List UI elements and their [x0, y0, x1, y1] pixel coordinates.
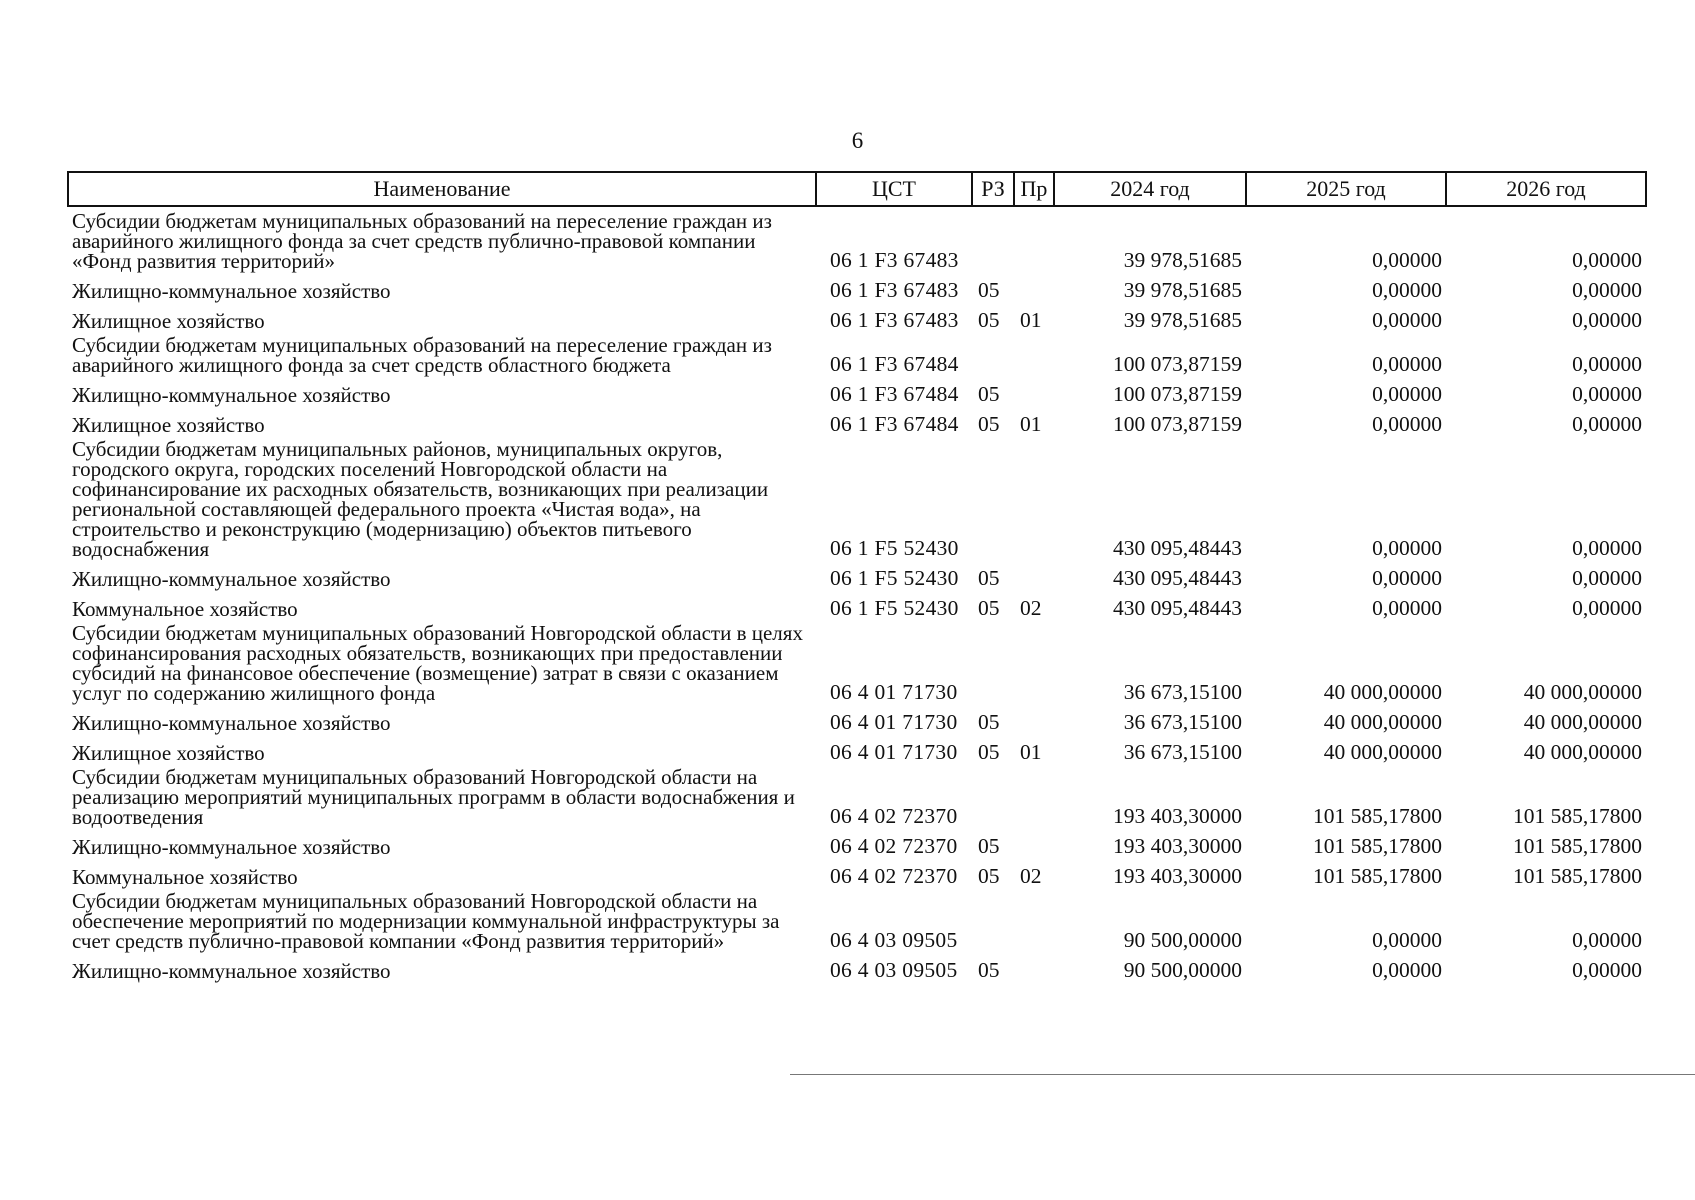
table-row [68, 559, 1646, 589]
cell-2024: 39 978,51685 [1123, 248, 1242, 272]
cell-pr [1014, 375, 1054, 405]
cell-name: Субсидии бюджетам муниципальных образований на переселение граждан из аварийного жилищного фонда за счет средств публично-правовой компании «Фонд развития территорий» [72, 209, 772, 273]
cell-rz: 05 [978, 412, 1000, 436]
cell-2026: 0,00000 [1572, 928, 1642, 952]
cell-2025: 0,00000 [1372, 928, 1442, 952]
table-header [68, 172, 1646, 206]
cell-cst: 06 1 F5 52430 [830, 596, 959, 620]
cell-cst: 06 4 02 72370 [830, 864, 958, 888]
cell-2025: 40 000,00000 [1323, 680, 1442, 704]
header-cst: ЦСТ [816, 172, 972, 206]
cell-2026: 40 000,00000 [1523, 710, 1642, 734]
cell-pr [1014, 763, 1054, 827]
cell-2026: 0,00000 [1572, 566, 1642, 590]
table-body [68, 206, 1646, 981]
cell-cst: 06 1 F3 67483 [830, 248, 959, 272]
cell-rz: 05 [978, 958, 1000, 982]
cell-name: Коммунальное хозяйство [72, 597, 298, 621]
cell-cst: 06 1 F3 67484 [830, 412, 959, 436]
cell-cst: 06 4 02 72370 [830, 834, 958, 858]
cell-2026: 0,00000 [1572, 958, 1642, 982]
cell-pr: 02 [1020, 596, 1042, 620]
cell-pr: 01 [1020, 308, 1042, 332]
page-number: 6 [851, 128, 864, 153]
cell-2025: 40 000,00000 [1323, 710, 1442, 734]
cell-rz [972, 619, 1014, 703]
cell-2026: 0,00000 [1572, 278, 1642, 302]
cell-name: Субсидии бюджетам муниципальных образований Новгородской области в целях софинансирования расходных обязательств, возникающих при предоставлении субсидий на финансовое обеспечение (возмещение) затрат в связи с оказанием услуг по содержанию жилищного фонда [72, 621, 803, 705]
header-pr: Пр [1014, 172, 1054, 206]
header-row [68, 172, 1646, 206]
cell-2025: 0,00000 [1372, 248, 1442, 272]
cell-2026: 0,00000 [1572, 308, 1642, 332]
cell-2025: 0,00000 [1372, 958, 1442, 982]
cell-name: Жилищно-коммунальное хозяйство [72, 959, 391, 983]
cell-2026: 101 585,17800 [1513, 864, 1642, 888]
cell-rz: 05 [978, 382, 1000, 406]
cell-2025: 0,00000 [1372, 536, 1442, 560]
cell-name: Жилищно-коммунальное хозяйство [72, 279, 391, 303]
cell-pr [1014, 206, 1054, 271]
cell-2024: 430 095,48443 [1113, 596, 1242, 620]
cell-cst: 06 4 03 09505 [830, 958, 958, 982]
cell-name: Жилищное хозяйство [72, 413, 265, 437]
cell-pr [1014, 951, 1054, 981]
cell-cst: 06 1 F5 52430 [830, 566, 959, 590]
cell-2026: 0,00000 [1572, 536, 1642, 560]
cell-2024: 100 073,87159 [1113, 412, 1242, 436]
cell-rz [972, 887, 1014, 951]
cell-cst: 06 1 F3 67484 [830, 352, 959, 376]
table-row [68, 951, 1646, 981]
cell-rz [972, 763, 1014, 827]
table-row [68, 589, 1646, 619]
cell-2024: 39 978,51685 [1123, 308, 1242, 332]
table-row [68, 271, 1646, 301]
cell-2025: 0,00000 [1372, 278, 1442, 302]
cell-pr: 02 [1020, 864, 1042, 888]
table-row [68, 331, 1646, 375]
cell-pr [1014, 827, 1054, 857]
cell-rz: 05 [978, 740, 1000, 764]
cell-2025: 0,00000 [1372, 352, 1442, 376]
cell-name: Субсидии бюджетам муниципальных образований Новгородской области на реализацию мероприятий муниципальных программ в области водоснабжения и водоотведения [72, 765, 795, 829]
table-row [68, 619, 1646, 703]
cell-2024: 36 673,15100 [1123, 710, 1242, 734]
budget-table [67, 171, 1647, 981]
table-row [68, 206, 1646, 271]
cell-pr [1014, 271, 1054, 301]
cell-cst: 06 4 01 71730 [830, 710, 958, 734]
cell-2026: 0,00000 [1572, 596, 1642, 620]
cell-2024: 100 073,87159 [1113, 352, 1242, 376]
cell-name: Жилищно-коммунальное хозяйство [72, 835, 391, 859]
cell-cst: 06 4 01 71730 [830, 680, 958, 704]
cell-2025: 101 585,17800 [1313, 804, 1442, 828]
header-rz: РЗ [972, 172, 1014, 206]
table-row [68, 763, 1646, 827]
table-row [68, 887, 1646, 951]
cell-pr [1014, 703, 1054, 733]
cell-pr [1014, 619, 1054, 703]
cell-2025: 101 585,17800 [1313, 864, 1442, 888]
cell-2025: 40 000,00000 [1323, 740, 1442, 764]
cell-rz: 05 [978, 710, 1000, 734]
cell-cst: 06 4 01 71730 [830, 740, 958, 764]
cell-rz: 05 [978, 566, 1000, 590]
cell-pr [1014, 559, 1054, 589]
table-row [68, 857, 1646, 887]
cell-rz: 05 [978, 864, 1000, 888]
cell-2024: 36 673,15100 [1123, 740, 1242, 764]
cell-2024: 193 403,30000 [1113, 834, 1242, 858]
cell-rz: 05 [978, 308, 1000, 332]
cell-2026: 0,00000 [1572, 382, 1642, 406]
table-row [68, 405, 1646, 435]
header-name: Наименование [68, 172, 816, 206]
cell-pr: 01 [1020, 740, 1042, 764]
cell-name: Жилищно-коммунальное хозяйство [72, 567, 391, 591]
cell-name: Субсидии бюджетам муниципальных образований Новгородской области на обеспечение мероприятий по модернизации коммунальной инфраструктуры за счет средств публично-правовой компании «Фонд развития территорий» [72, 889, 780, 953]
cell-2025: 0,00000 [1372, 566, 1442, 590]
cell-2024: 90 500,00000 [1123, 928, 1242, 952]
cell-rz [972, 331, 1014, 375]
cell-2025: 0,00000 [1372, 382, 1442, 406]
cell-cst: 06 1 F5 52430 [830, 536, 959, 560]
scan-rule-line [790, 1074, 1695, 1075]
header-2026: 2026 год [1446, 172, 1646, 206]
cell-2024: 430 095,48443 [1113, 536, 1242, 560]
cell-name: Жилищно-коммунальное хозяйство [72, 383, 391, 407]
cell-2025: 0,00000 [1372, 596, 1442, 620]
cell-name: Жилищное хозяйство [72, 309, 265, 333]
cell-rz: 05 [978, 834, 1000, 858]
cell-cst: 06 4 02 72370 [830, 804, 958, 828]
cell-2025: 0,00000 [1372, 412, 1442, 436]
cell-2026: 0,00000 [1572, 412, 1642, 436]
cell-cst: 06 4 03 09505 [830, 928, 958, 952]
cell-2024: 100 073,87159 [1113, 382, 1242, 406]
cell-2024: 90 500,00000 [1123, 958, 1242, 982]
cell-rz: 05 [978, 278, 1000, 302]
cell-cst: 06 1 F3 67483 [830, 278, 959, 302]
cell-pr: 01 [1020, 412, 1042, 436]
cell-rz [972, 206, 1014, 271]
cell-2024: 193 403,30000 [1113, 864, 1242, 888]
cell-2024: 430 095,48443 [1113, 566, 1242, 590]
cell-2026: 0,00000 [1572, 352, 1642, 376]
cell-2026: 101 585,17800 [1513, 804, 1642, 828]
cell-2024: 36 673,15100 [1123, 680, 1242, 704]
cell-2026: 40 000,00000 [1523, 740, 1642, 764]
cell-cst: 06 1 F3 67483 [830, 308, 959, 332]
cell-2024: 39 978,51685 [1123, 278, 1242, 302]
cell-pr [1014, 435, 1054, 559]
cell-2026: 0,00000 [1572, 248, 1642, 272]
table-row [68, 375, 1646, 405]
table-row [68, 435, 1646, 559]
cell-2024: 193 403,30000 [1113, 804, 1242, 828]
cell-name: Субсидии бюджетам муниципальных образований на переселение граждан из аварийного жилищного фонда за счет средств областного бюджета [72, 333, 772, 377]
cell-name: Жилищное хозяйство [72, 741, 265, 765]
cell-name: Жилищно-коммунальное хозяйство [72, 711, 391, 735]
cell-name: Коммунальное хозяйство [72, 865, 298, 889]
table-row [68, 827, 1646, 857]
cell-2026: 40 000,00000 [1523, 680, 1642, 704]
cell-2025: 101 585,17800 [1313, 834, 1442, 858]
header-2024: 2024 год [1054, 172, 1246, 206]
cell-rz [972, 435, 1014, 559]
table-row [68, 703, 1646, 733]
cell-cst: 06 1 F3 67484 [830, 382, 959, 406]
cell-pr [1014, 331, 1054, 375]
table-row [68, 733, 1646, 763]
cell-2026: 101 585,17800 [1513, 834, 1642, 858]
header-2025: 2025 год [1246, 172, 1446, 206]
cell-pr [1014, 887, 1054, 951]
cell-rz: 05 [978, 596, 1000, 620]
table-row [68, 301, 1646, 331]
cell-2025: 0,00000 [1372, 308, 1442, 332]
cell-name: Субсидии бюджетам муниципальных районов, муниципальных округов, городского округа, городских поселений Новгородской области на софинансирование их расходных обязательств, возникающих при реализации региональной составляющей федерального проекта «Чистая вода», на строительство и реконструкцию (модернизацию) объектов питьевого водоснабжения [72, 437, 769, 561]
